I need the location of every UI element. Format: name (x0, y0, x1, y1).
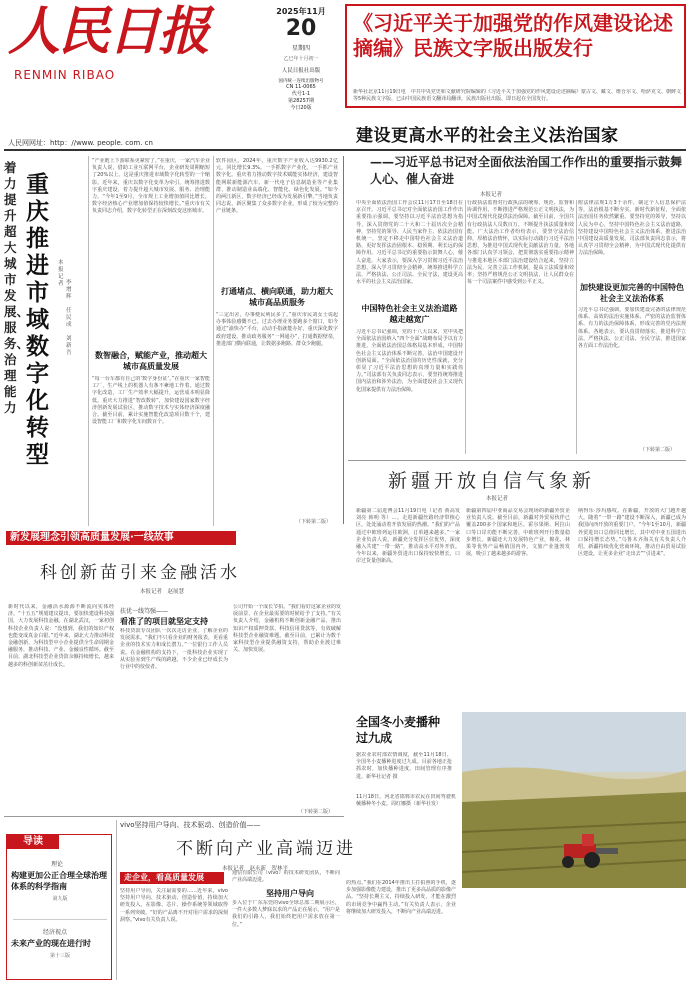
distribution-code: 代号1-1 (291, 91, 311, 97)
kechuang-byline: 本报记者 赵展慧 (140, 589, 185, 595)
publisher: 人民日报社出版 (281, 68, 321, 74)
guide-item-1-headline: 构建更加公正合理全球治理体系的科学指南 (11, 871, 107, 891)
masthead-rule (4, 149, 686, 151)
wheat-caption: 11月18日，河北省邯郸市农民在田间驾驶机械播种冬小麦。周红娜摄（新华社发） (356, 794, 456, 808)
date-year-month: 2025年11月 (276, 7, 326, 16)
vivo-col2: 通信有限公司（vivo）的技术研发团队，不断向产业高端迈进。 (232, 870, 340, 884)
vivo-divider (116, 820, 117, 980)
main-story-col1b: 习近平总书记强调，党的十八大以来，党中央把全面依法治国纳入“四个全面”战略布局予以有力推进，全面依法治国总体格局基本形成，中国特色社会主义法治体系不断完善，法治中国建设开创新局面。“全面依法治国的历史性成就，充分彰显了习近平法治思想的真理力量和实践伟力。”司法部有关负责同志表示，要坚持统筹推进国内法治和涉外法治，为全面建设社会主义现代化国家提供有力法治保障。 (356, 329, 463, 393)
guide-item-1-page: 第九版 (52, 896, 68, 902)
kechuang-col2-pre: 扶优一线笃强—— (120, 608, 169, 615)
left-story-text1: “产业链上下游联系更紧密了。”在重庆，一家汽车企业负责人说，借助工业互联网平台，企业研发周期缩短了20%以上。这是重庆推进市域数字化转型的一个缩影。近年来，重庆以数字化变革为牵引，统筹推进数字重庆建设，着力提升超大城市发展、服务、治理能力。“今年1至9月，全市规上工业增加值同比增长，数字经济核心产业增加值保持较快增长。”重庆市有关负责同志介绍，数字化转型正在深刻改变这座城市。 (92, 158, 210, 215)
guide-item-2[interactable] (11, 927, 109, 959)
left-col-divider-2 (213, 156, 214, 526)
left-story-bylines (58, 260, 88, 400)
xinjiang-byline: 本报记者 (486, 496, 509, 502)
main-story-col3: 附法律法规1万3千余件，制定个人信息保护法等，法治根基不断夯实。新时代新征程，全面依法治国任务依然繁重。要坚持党的领导，坚持以人民为中心，坚持中国特色社会主义法治道路，坚持建设中国特色社会主义法治体系，推进法治中国建设高质量发展。司法部负责同志表示，将认真学习贯彻全会精神，为中国式现代化提供有力法治保障。 (578, 200, 686, 257)
left-story-text2: “每一台车都有自己的‘数字身份证’。”在重庆一家智能工厂，生产线上的机器人有条不紊地工作着。通过数字化改造，工厂生产效率大幅提升，运营成本明显降低。重庆大力推进“智改数转”，加快建设国家数字经济创新发展试验区，推动数字技术与实体经济深度融合。截至目前，累计实施智能化改造项目数千个，建设智能工厂和数字化车间数百个。 (92, 376, 210, 426)
main-col-divider-2 (576, 200, 577, 454)
lead-box (345, 4, 686, 108)
date-day: 20 (285, 16, 317, 41)
kechuang-continued: （下转第二版） (298, 809, 334, 815)
left-story-title[interactable]: 重庆推进市域数字化转型 (26, 172, 49, 468)
main-story-col1: 中央全面依法治国工作会议11月17日至18日在京召开。习近平总书记对全面依法治国工作作出重要指示强调，要坚持以习近平法治思想为指导，深入贯彻党的二十大和二十届历次全会精神，坚持党的领导、人民当家作主、依法治国有机统一，坚定不移走中国特色社会主义法治道路，更好发挥法治固根本、稳预期、利长远的保障作用。习近平总书记的重要指示鼓舞人心，催人奋进。大家表示，要深入学习贯彻习近平法治思想，深入学习贯彻全会精神，统筹推进科学立法、严格执法、公正司法、全民守法，建设更高水平的社会主义法治国家。 (356, 200, 463, 286)
serial-code-label: 国内统一连续出版物号 (278, 79, 324, 84)
left-col-divider-1 (88, 156, 89, 526)
left-story-continued: （下转第二版） (296, 519, 332, 525)
main-story-col1-heading: 中国特色社会主义法治道路越走越宽广 (361, 304, 458, 324)
tractor-photo-svg (462, 712, 686, 888)
guide-item-2-kicker: 经济视点 (43, 929, 68, 936)
main-story-subtitle: ——习近平总书记对全面依法治国工作作出的重要指示鼓舞人心、催人奋进 (370, 155, 683, 186)
byline-label: 本报记者 (58, 260, 64, 287)
kechuang-bottom-rule (4, 816, 344, 817)
kechuang-col3: 公司开始一个成长节拍。“我们看好这家企业的发展前景，在企业最需要的时候给予了支持。”有关负责人介绍，金融机构不断创新金融产品，推出知识产权质押贷款、科技信用贷款等，有效破解科技型企业融资难题。截至目前，已累计为数千家科技型企业提供融资支持，帮助企业渡过难关、加快发展。 (233, 604, 341, 654)
masthead-logo (8, 1, 258, 82)
guide-item-1[interactable] (11, 859, 109, 902)
vivo-banner: 走企业，看高质量发展 (120, 872, 224, 884)
kechuang-title[interactable]: 科创新苗引来金融活水 (40, 563, 240, 583)
xinjiang-top-rule (348, 460, 686, 461)
vivo-col3: 的热点。”我们在2014年推出主打拍照的手机，逐步加强影像能力建设，推出了更多高品质的影像产品。“坚持长期主义，持续投入研发，才能在激烈的市场竞争中赢得主动。”有关负责人表示，企业将继续加大研发投入，不断向产业高端迈进。 (346, 880, 456, 915)
wheat-title[interactable]: 全国冬小麦播种过九成 (356, 715, 441, 745)
issue-number: 第28257期 (288, 98, 314, 104)
logo-pinyin: RENMIN RIBAO (14, 68, 116, 82)
guide-title: 导读 (7, 835, 59, 849)
xinjiang-title[interactable]: 新疆开放自信气象新 (388, 470, 596, 492)
xinjiang-col1: 新疆第二届进博会11月19日电（记者 黄高发 刘亮 韩明 等）…。走进新疆丝路经济带核心区，处处涌动着开放发展的热潮。“我们的产品通过中欧班列运往欧洲，订单越来越多。”一家企业负责人说。新疆充分发挥区位优势，深度融入共建“一带一路”，推动高水平对外开放。今年以来，新疆外贸进出口保持较快增长，口岸过货量创新高。 (356, 508, 460, 565)
byline-name-1: 李增辉 (66, 280, 72, 300)
vivo-byline: 本报记者 赵永新 贺林平 (222, 866, 289, 872)
serial-code: CN 11-0065 (286, 84, 316, 90)
xinjiang-col2: 新疆第四届中亚商品交易会现场的新疆外贸企业负责人说。截至目前，新疆对外贸易伙伴已覆盖200多个国家和地区。霍尔果斯、阿拉山口等口岸功能不断完善，中欧班列开行数量稳步增长。新疆还大力发展特色产业，棉花、林果等优势产品畅销国内外，文旅产业蓬勃发展，吸引了越来越多的游客。 (466, 508, 570, 558)
lead-text: 新华社北京11月19日电 中共中央党史和文献研究院编辑的《习近平关于加强党的作风建设论述摘编》蒙古文、藏文、维吾尔文、哈萨克文、朝鲜文等5种民族文字版，已由中国民族语文翻译局翻译，民族出版社出版，即日起在全国发行。 (353, 89, 681, 103)
kechuang-banner: 新发展理念引领高质量发展·一线故事 (6, 531, 236, 545)
xinjiang-col3: 纳得乐·莎玛感叹。在新疆，开放的大门越开越大。随着“一带一路”建设不断深入，新疆已成为我国向西开放的重要门户。“今年1至10月，新疆外贸进出口总值同比增长，其中对中亚五国进出口保持增长态势。”乌鲁木齐海关有关负责人介绍。新疆持续优化营商环境，推动自由贸易试验区建设，让更多企业“走出去”“引进来”。 (578, 508, 686, 558)
vivo-title[interactable]: 不断向产业高端迈进 (176, 839, 356, 859)
page-count: 今日20版 (290, 105, 312, 111)
main-col-divider-1 (465, 200, 466, 454)
date-block (262, 6, 340, 141)
byline-name-3: 刘新吾 (66, 336, 72, 356)
left-story-text4: “三定出舍，办事便民利民多了。”重庆市民刘女士说起办事体验感慨不已。过去办理业务要跑多个窗口，如今通过“渝快办”平台，动动手指就能办好。重庆深化数字政府建设，推动政务服务“一网通办”，打通数据壁垒，推进部门横向联通，让数据多跑路、群众少跑腿。 (216, 312, 338, 347)
main-story-byline: 本报记者 (480, 192, 503, 198)
wheat-text: 据农业农村部农情调度，截至11月18日，全国冬小麦播种进度过九成。目前各地正抢抓农时，加快播种进度。田间管理有序推进。新华社记者 摄 (356, 752, 452, 780)
guide-divider (13, 919, 107, 920)
website-url: 人民网网址：http：//www. people. com. cn (8, 139, 153, 147)
main-story-title[interactable]: 建设更高水平的社会主义法治国家 (356, 126, 619, 146)
vivo-col2-heading: 坚持用户导向 (266, 889, 314, 898)
lead-title[interactable]: 《习近平关于加强党的作风建设论述摘编》民族文字版出版发行 (353, 11, 673, 60)
left-story-heading2: 打通堵点、横向联通，助力超大城市高品质服务 (221, 287, 333, 307)
guide-item-2-page: 第十三版 (49, 953, 70, 959)
vivo-col1: 坚持用户导向，关注最需要的……近年来，vivo坚持用户导向、技术驱动、创造价值，持续加大研发投入，在影像、芯片、操作系统等领域取得一系列突破。“好的产品离不开对用户需求的深刻洞察。”vivo有关负责人说。 (120, 888, 228, 923)
main-story-col3-heading: 加快建设更加完善的中国特色社会主义法治体系 (580, 283, 684, 303)
byline-name-2: 任民成 (66, 308, 72, 328)
kechuang-col1: 新时代以来，金融活水源源不断流向实体经济。“十五五”规划建议提出，要加快建设科技强国，大力发展科技金融。在湖北武汉，一家初创科技企业负责人说：“没想到，我们的知识产权也能变成真金白银。”近年来，湖北大力推动科技金融创新，为科技型中小企业提供全生命周期金融服务，推动科技、产业、金融良性循环。截至目前，湖北科技型企业贷款余额持续增长，越来越多的科创新苗茁壮成长。 (8, 604, 114, 668)
date-weekday: 星期四 (291, 45, 310, 52)
vivo-kicker: vivo坚持用户导向、技术驱动、创造价值—— (120, 821, 261, 829)
left-story-subtitle: 着力提升超大城市发展、服务、治理能力 (4, 160, 30, 415)
date-lunar: 乙巳年十月初一 (283, 56, 319, 62)
wheat-field-photo (462, 712, 686, 888)
main-story-col3b: 习近平总书记强调，要加快建设完备的法律规范体系、高效的法治实施体系、严密的法治监督体系、有力的法治保障体系，形成完善的党内法规体系。各地表示，要认真贯彻落实，推进科学立法、严格执法、公正司法、全民守法，推进国家各方面工作法治化。 (578, 307, 686, 350)
main-story-continued: （下转第二版） (640, 447, 676, 453)
kechuang-col2-heading: 看准了的项目就坚定支持 (120, 617, 208, 626)
center-divider (343, 156, 344, 524)
guide-item-2-headline: 未来产业的现在进行时 (11, 939, 91, 948)
guide-box (6, 834, 112, 980)
guide-item-1-kicker: 理论 (51, 861, 64, 868)
kechuang-col2: 科技贷款专员团队一次次走访企业，了解企业的发展需求。“我们不只看企业的财务报表，更看重企业的技术实力和成长潜力。”一位银行工作人员说。在金融机构的支持下，一批科技企业实现了从实验室到生产线的跨越，不少企业已经成长为行业中的佼佼者。 (120, 628, 228, 671)
left-story-text3: 软件园区。2024年，重庆数字产业收入达9930.2亿元，同比增长9.3%。一手抓数字产业化，一手抓产业数字化。重庆着力推动数字技术赋能实体经济，建设智能网联新能源汽车、新一代电子信息制造业等产业集群，推动制造业高端化、智能化、绿色化发展。“如今的两江新区，数字经济已经成为发展新引擎。”当地负责同志说，新区聚集了众多数字企业，形成了较为完整的产业链条。 (216, 158, 338, 215)
logo-text: 人民日报 (8, 1, 209, 62)
vivo-col2b: 步入位于广东东莞的vivo全球总部二期展示区，一件大多数人梦寐以求的产品正在展示。“用户是我们的引路人，我们始终把用户需求放在第一位。” (232, 900, 340, 928)
left-story-heading1: 数智融合，赋能产业，推动超大城市高质量发展 (95, 351, 207, 371)
main-story-col2: 行政执法监督对行政执法的统筹、规范、监督和协调作用，不断推进严格规范公正文明执法，为中国式现代化提供法治保障。截至目前，全国共有行政执法人员数百万，不断提升执法质量和效能。广大法治工作者纷纷表示，要坚守法治信仰，厚植法治情怀，以实际行动践行习近平法治思想，为推进中国式现代化贡献法治力量。各地各部门认真学习领会，把贯彻落实重要指示精神与推进本地区本部门法治建设结合起来，坚持立法为民，完善立法工作机制，提高立法质量和效率；坚持严格规范公正文明执法，让人民群众在每一个司法案件中感受到公平正义。 (467, 200, 574, 286)
